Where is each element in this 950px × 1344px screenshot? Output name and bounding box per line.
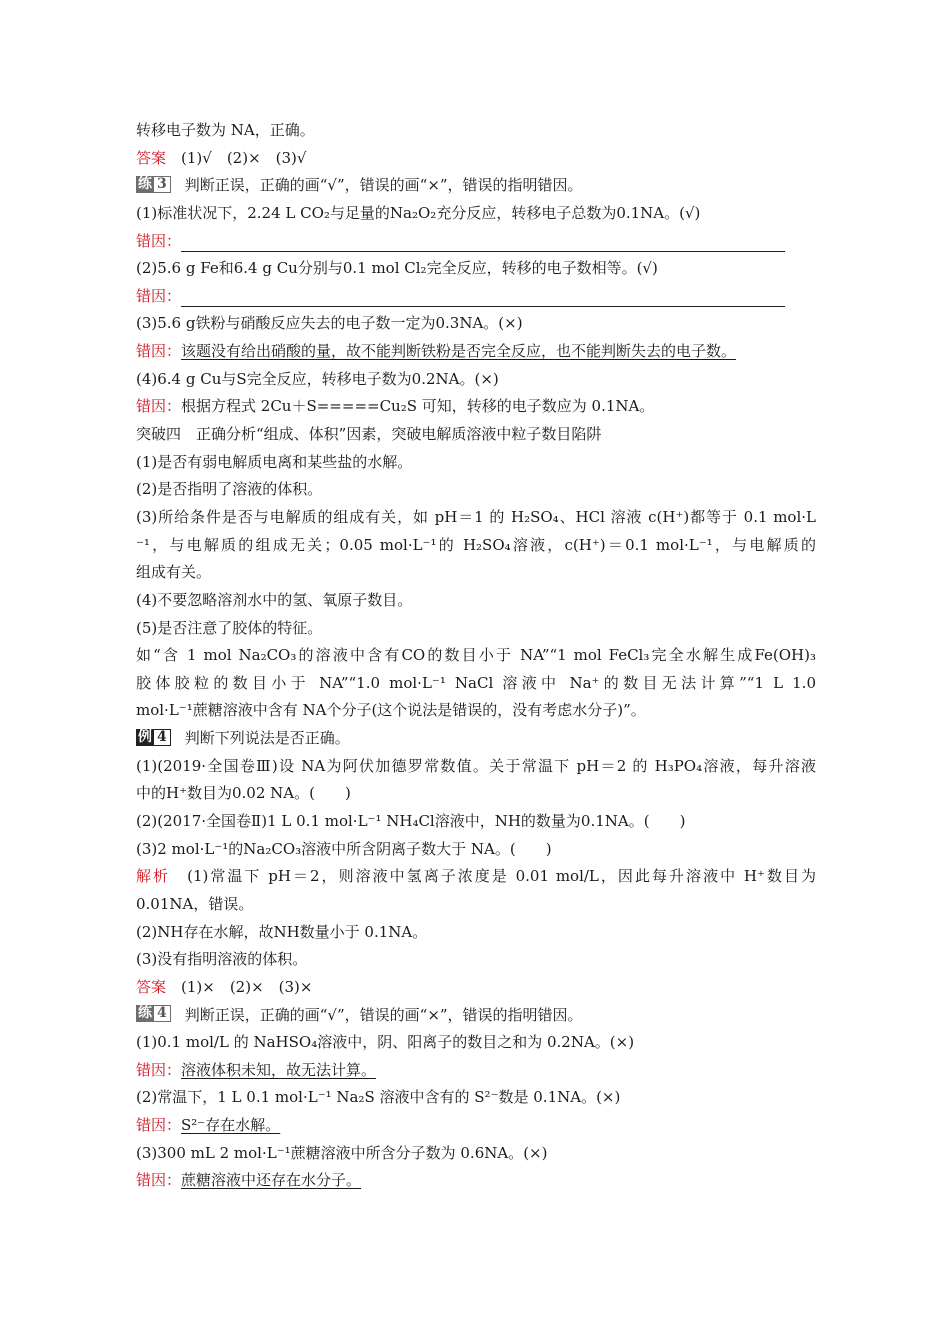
text-line [136, 366, 816, 394]
body-text: 根据方程式 2Cu＋S=====Cu₂S 可知，转移的电子数应为 0.1NA。 [181, 397, 655, 416]
body-text: (3)所给条件是否与电解质的组成有关，如 pH＝1 的 H₂SO₄、HCl 溶液 c(H⁺)都等于 0.1 mol·L [136, 507, 816, 526]
body-text: (2)(2017·全国卷Ⅱ)1 L 0.1 mol·L⁻¹ NH₄Cl溶液中，NH的数量为0.1NA。( ) [136, 812, 686, 831]
text-line [136, 145, 816, 173]
tag-label: 例 [138, 728, 152, 745]
text-line [136, 1029, 816, 1057]
label-text: 错因： [136, 286, 182, 305]
body-text: (1)× (2)× (3)× [166, 977, 313, 996]
text-line [136, 200, 816, 228]
text-line [136, 228, 816, 256]
body-text: 该题没有给出硝酸的量，故不能判断铁粉是否完全反应，也不能判断失去的电子数。 [181, 342, 737, 361]
label-text: 错因： [136, 231, 182, 250]
body-text: 判断下列说法是否正确。 [184, 729, 350, 748]
answer-blank-line [181, 286, 785, 307]
text-line [136, 891, 816, 919]
body-text: mol·L⁻¹蔗糖溶液中含有 NA个分子(这个说法是错误的，没有考虑水分子)”。 [136, 701, 646, 720]
body-text: 转移电子数为 NA，正确。 [136, 121, 315, 139]
text-line [136, 532, 816, 560]
tag-number: 4 [153, 1005, 171, 1022]
text-line [136, 338, 816, 366]
text-line [136, 587, 816, 615]
body-text: (3)5.6 g铁粉与硝酸反应失去的电子数一定为0.3NA。(×) [136, 314, 523, 333]
body-text: 判断正误，正确的画“√”，错误的画“×”，错误的指明错因。 [184, 176, 583, 195]
text-line [136, 753, 816, 781]
body-text: 突破四 正确分析“组成、体积”因素，突破电解质溶液中粒子数目陷阱 [136, 425, 602, 444]
body-text: (1)标准状况下，2.24 L CO₂与足量的Na₂O₂充分反应，转移电子总数为0.1NA。(√) [136, 203, 701, 222]
body-text: (4)6.4 g Cu与S完全反应，转移电子数为0.2NA。(×) [136, 369, 499, 388]
body-text: (1)是否有弱电解质电离和某些盐的水解。 [136, 452, 413, 471]
tag-number: 3 [153, 176, 171, 193]
text-line [136, 255, 816, 283]
text-line [136, 449, 816, 477]
text-line [136, 559, 816, 587]
body-text: (2)常温下，1 L 0.1 mol·L⁻¹ Na₂S 溶液中含有的 S²⁻数是 0.1NA。(×) [136, 1088, 621, 1107]
body-text: (2)5.6 g Fe和6.4 g Cu分别与0.1 mol Cl₂完全反应，转移的电子数相等。(√) [136, 259, 658, 278]
body-text: ⁻¹，与电解质的组成无关；0.05 mol·L⁻¹的 H₂SO₄溶液，c(H⁺)＝0.1 mol·L⁻¹，与电解质的 [136, 535, 816, 554]
body-text: (3)300 mL 2 mol·L⁻¹蔗糖溶液中所含分子数为 0.6NA。(×) [136, 1143, 548, 1162]
text-line [136, 283, 816, 311]
body-text: 溶液体积未知，故无法计算。 [181, 1060, 377, 1079]
label-text: 答案 [136, 148, 167, 167]
text-line [136, 863, 816, 891]
text-line [136, 117, 816, 145]
text-line [136, 421, 816, 449]
document-page [136, 117, 816, 1195]
text-line [136, 974, 816, 1002]
label-text: 错因： [136, 397, 182, 416]
body-text: (2)NH存在水解，故NH数量小于 0.1NA。 [136, 922, 428, 941]
text-line [136, 780, 816, 808]
body-text: (3)2 mol·L⁻¹的Na₂CO₃溶液中所含阴离子数大于 NA。( ) [136, 839, 552, 858]
text-line [136, 642, 816, 670]
body-text: (4)不要忽略溶剂水中的氢、氧原子数目。 [136, 590, 413, 609]
body-text: S²⁻存在水解。 [181, 1116, 281, 1135]
label-text: 错因： [136, 342, 182, 361]
body-text: (1)(2019·全国卷Ⅲ)设 NA为阿伏加德罗常数值。关于常温下 pH＝2 的 H₃PO₄溶液，每升溶液 [136, 756, 816, 775]
label-text: 解析 [136, 867, 171, 886]
text-line [136, 670, 816, 698]
body-text: (3)没有指明溶液的体积。 [136, 950, 308, 969]
section-tag [136, 1005, 171, 1022]
tag-label: 练 [138, 1005, 152, 1021]
answer-blank-line [181, 231, 785, 252]
body-text: 胶体胶粒的数目小于 NA”“1.0 mol·L⁻¹ NaCl 溶液中 Na⁺的数目无法计算”“1 L 1.0 [136, 673, 816, 692]
text-line [136, 476, 816, 504]
text-line [136, 808, 816, 836]
body-text: (1)0.1 mol/L 的 NaHSO₄溶液中，阴、阳离子的数目之和为 0.2NA。(×) [136, 1033, 635, 1052]
text-line [136, 1002, 816, 1030]
text-line [136, 919, 816, 947]
label-text: 答案 [136, 977, 167, 996]
body-text: 组成有关。 [136, 563, 212, 582]
section-tag [136, 176, 171, 193]
section-tag [136, 729, 171, 746]
body-text: 0.01NA，错误。 [136, 894, 254, 913]
tag-label: 练 [138, 175, 152, 192]
body-text: 判断正误，正确的画“√”，错误的画“×”，错误的指明错因。 [184, 1005, 583, 1024]
body-text: (1)常温下 pH＝2，则溶液中氢离子浓度是 0.01 mol/L，因此每升溶液中 H⁺数目为 [170, 867, 816, 886]
text-line [136, 172, 816, 200]
text-line [136, 393, 816, 421]
text-line [136, 1112, 816, 1140]
body-text: (5)是否注意了胶体的特征。 [136, 618, 323, 637]
body-text: (2)是否指明了溶液的体积。 [136, 480, 323, 499]
text-line [136, 946, 816, 974]
text-line [136, 697, 816, 725]
body-text: 蔗糖溶液中还存在水分子。 [181, 1171, 362, 1190]
body-text: 如“含 1 mol Na₂CO₃的溶液中含有CO的数目小于 NA”“1 mol FeCl₃完全水解生成Fe(OH)₃ [136, 646, 816, 665]
body-text: (1)√ (2)× (3)√ [166, 148, 307, 167]
label-text: 错因： [136, 1116, 182, 1135]
text-line [136, 725, 816, 753]
label-text: 错因： [136, 1171, 182, 1190]
text-line [136, 504, 816, 532]
text-line [136, 615, 816, 643]
text-line [136, 1167, 816, 1195]
label-text: 错因： [136, 1060, 182, 1079]
text-line [136, 1084, 816, 1112]
text-line [136, 836, 816, 864]
text-line [136, 1057, 816, 1085]
tag-number: 4 [153, 729, 171, 746]
body-text: 中的H⁺数目为0.02 NA。( ) [136, 784, 351, 803]
text-line [136, 1140, 816, 1168]
text-line [136, 310, 816, 338]
